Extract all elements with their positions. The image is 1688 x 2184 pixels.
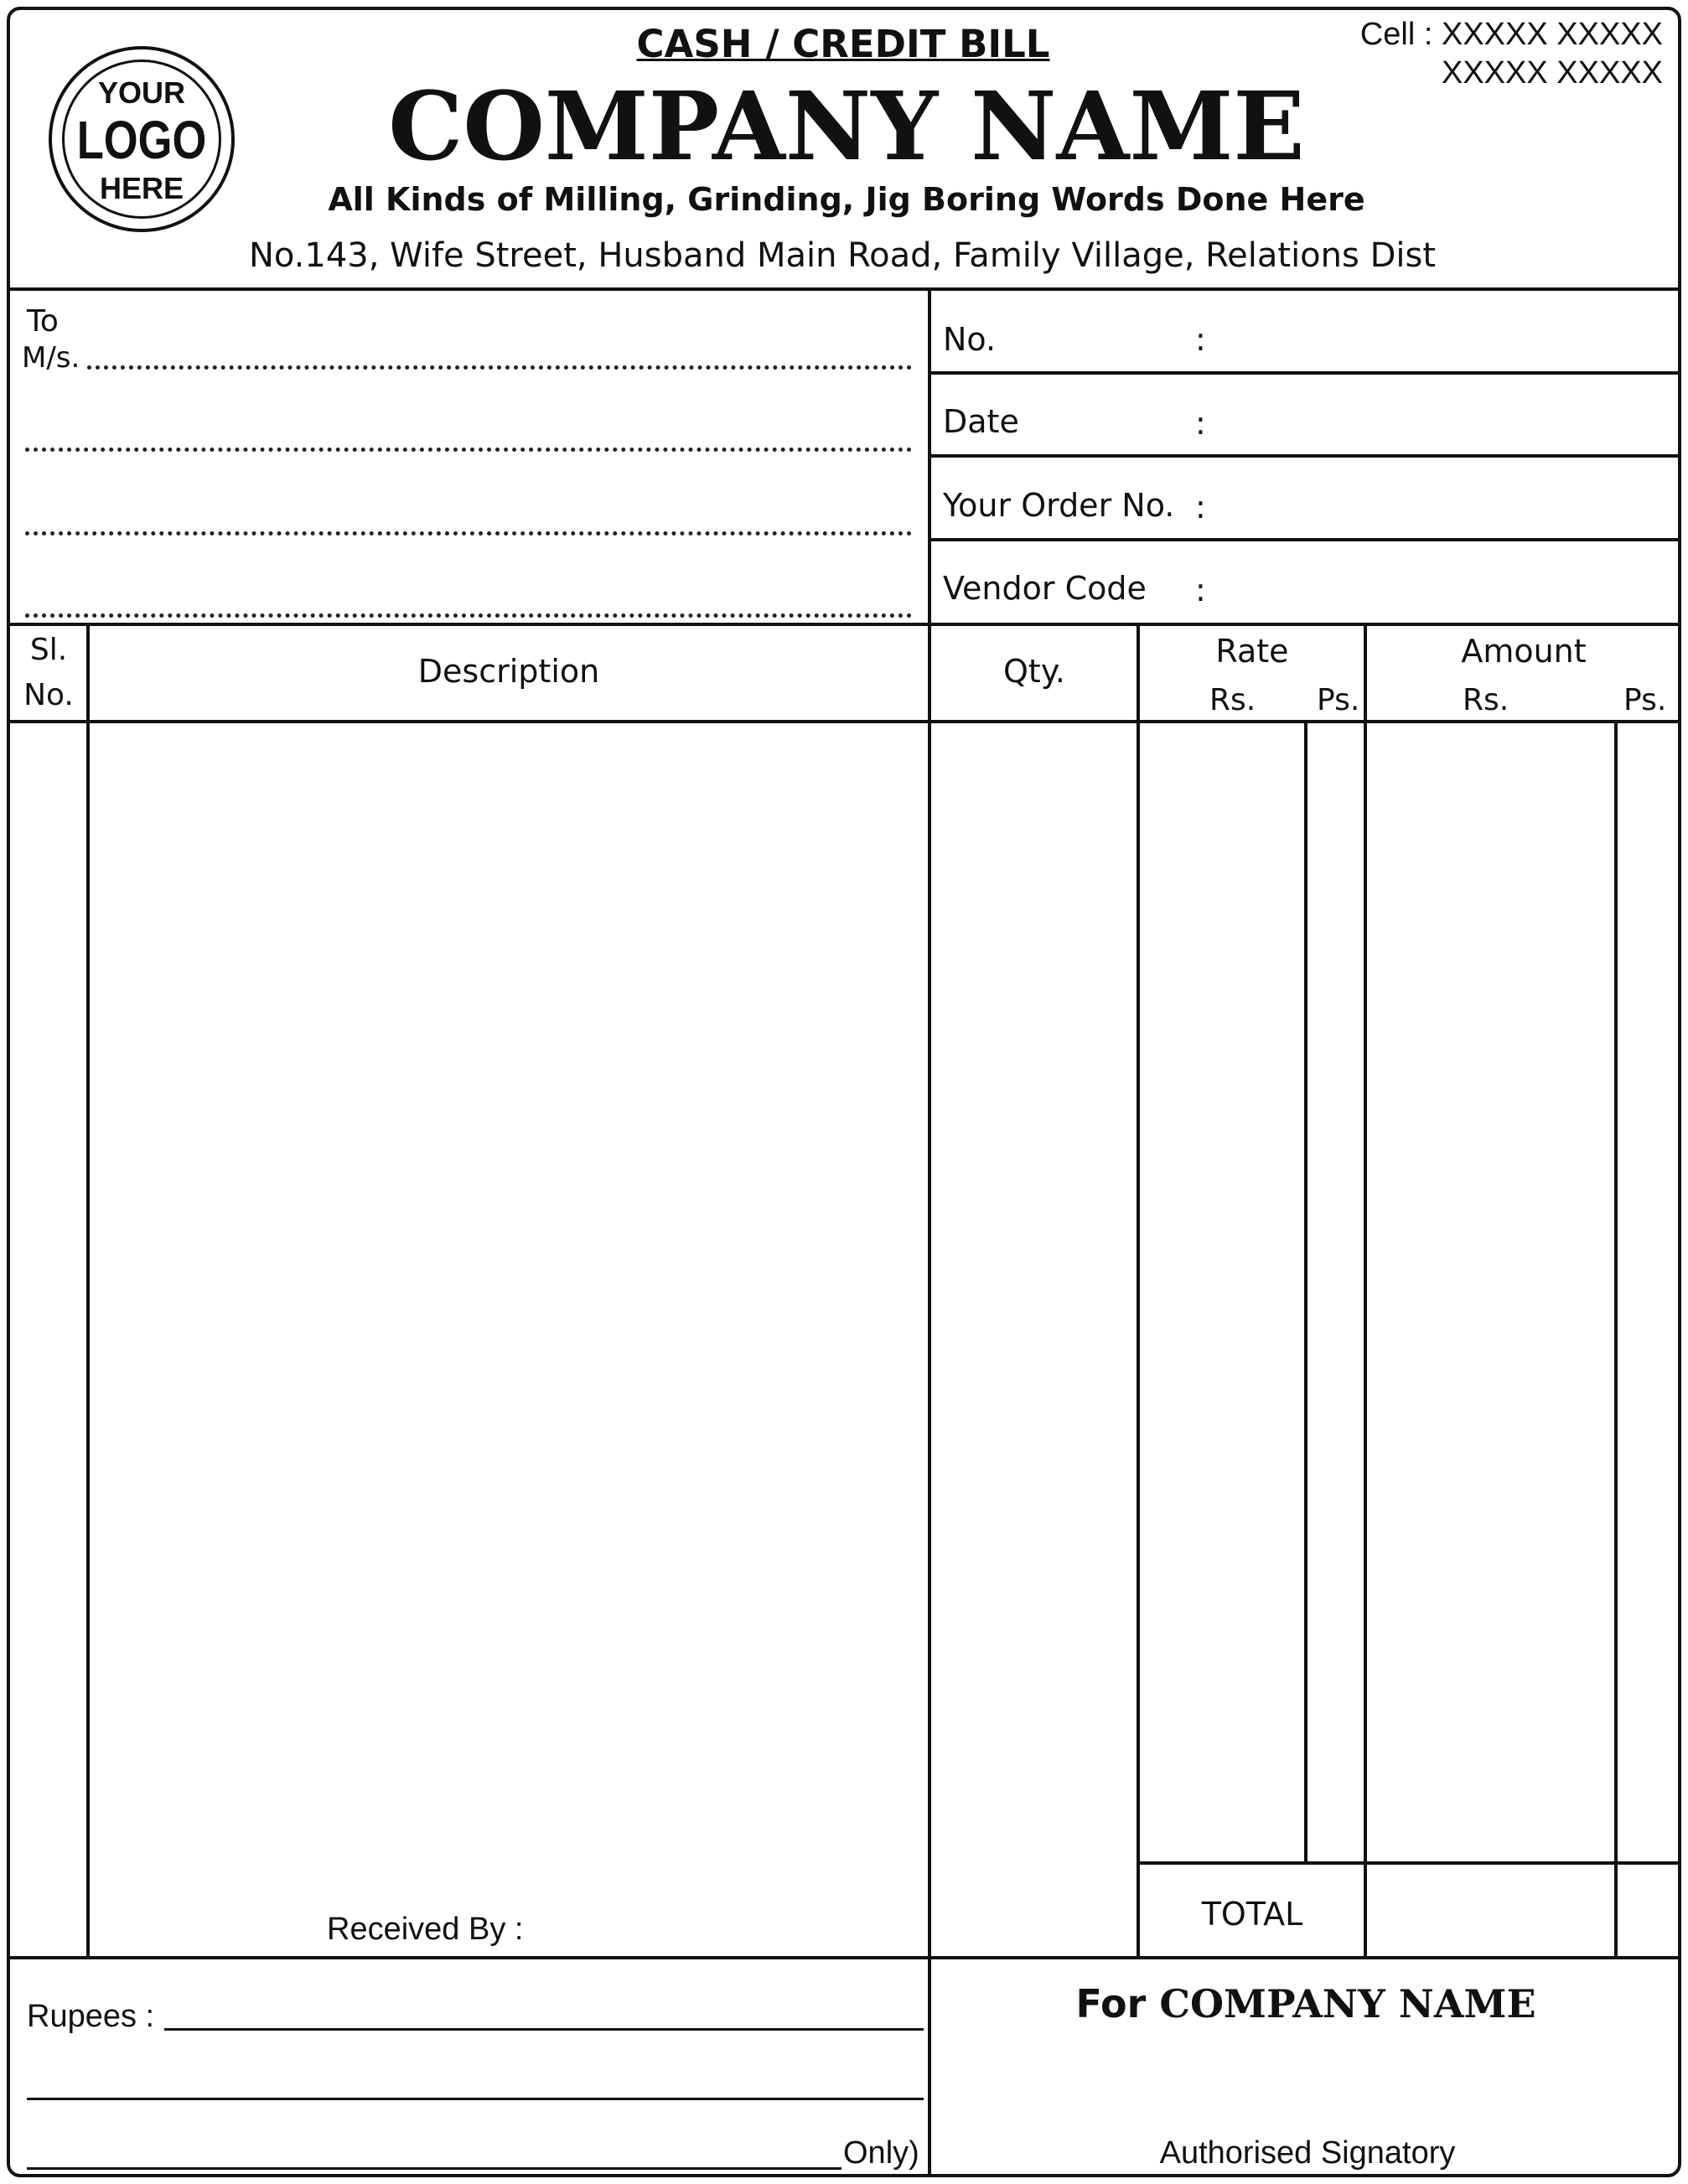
table-header-bottom	[8, 720, 1680, 723]
bill-border	[7, 7, 1681, 2177]
customer-line-4[interactable]	[25, 613, 912, 618]
company-tagline: All Kinds of Milling, Grinding, Jig Boring Words Done Here	[328, 181, 1365, 218]
rate-rs-header: Rs.	[1209, 683, 1256, 717]
sl-header-line1: Sl.	[29, 633, 68, 667]
cell-number-line1: Cell : XXXXX XXXXX	[1359, 17, 1663, 52]
qty-header: Qty.	[1003, 653, 1065, 690]
company-address: No.143, Wife Street, Husband Main Road, Family Village, Relations Dist	[248, 236, 1436, 275]
date-label: Date	[943, 403, 1019, 440]
rate-header: Rate	[1215, 633, 1289, 670]
logo-text-here: HERE	[99, 171, 184, 205]
date-colon: :	[1195, 405, 1206, 442]
rupees-line-1[interactable]	[164, 2028, 924, 2031]
logo-placeholder	[49, 46, 235, 232]
rupees-line-3[interactable]	[27, 2167, 841, 2170]
table-header-top	[8, 623, 1680, 626]
col-line-amount-ps	[1614, 722, 1618, 1958]
col-line-qty	[1137, 624, 1140, 1958]
customer-line-2[interactable]	[25, 448, 912, 452]
total-row-line	[1138, 1861, 1680, 1865]
col-line-description	[928, 624, 931, 2175]
vendor-code-label: Vendor Code	[943, 570, 1147, 607]
table-bottom-divider	[8, 1956, 1680, 1959]
col-line-rate	[1364, 624, 1367, 1958]
sl-header-line2: No.	[23, 678, 74, 712]
col-line-sl	[86, 624, 90, 1958]
cell-number-line2: XXXXX XXXXX	[1441, 55, 1663, 91]
authorised-signatory-label: Authorised Signatory	[1159, 2135, 1456, 2171]
to-label: To	[27, 304, 59, 339]
rupees-line-2[interactable]	[27, 2098, 924, 2100]
logo-text-your: YOUR	[97, 75, 185, 110]
rupees-label: Rupees :	[27, 1999, 155, 2034]
total-label: TOTAL	[1201, 1896, 1303, 1933]
amount-rs-header: Rs.	[1463, 683, 1509, 717]
description-header: Description	[417, 653, 600, 690]
for-company-line	[930, 1981, 1681, 2026]
details-row-line-3	[929, 538, 1680, 541]
details-row-line-1	[929, 371, 1680, 375]
no-label: No.	[943, 321, 997, 358]
customer-line-3[interactable]	[25, 531, 912, 536]
for-company-name: COMPANY NAME	[1159, 1981, 1536, 2026]
amount-ps-header: Ps.	[1623, 683, 1667, 717]
order-no-colon: :	[1195, 489, 1206, 525]
for-prefix: For	[1075, 1981, 1147, 2026]
header-divider	[8, 287, 1680, 291]
company-name-title: COMPANY NAME	[388, 72, 1305, 182]
only-label: Only)	[843, 2135, 919, 2171]
ms-label: M/s.	[22, 341, 80, 375]
details-row-line-2	[929, 454, 1680, 458]
col-line-rate-ps	[1304, 722, 1307, 1863]
order-no-label: Your Order No.	[943, 487, 1175, 524]
amount-header: Amount	[1461, 633, 1587, 670]
received-by-label: Received By :	[327, 1912, 524, 1947]
no-colon: :	[1195, 321, 1206, 358]
rate-ps-header: Ps.	[1317, 683, 1360, 717]
bill-type-title: CASH / CREDIT BILL	[636, 22, 1050, 66]
vendor-code-colon: :	[1195, 572, 1206, 608]
customer-line-1[interactable]	[87, 365, 912, 370]
logo-text-logo: LOGO	[76, 110, 207, 170]
